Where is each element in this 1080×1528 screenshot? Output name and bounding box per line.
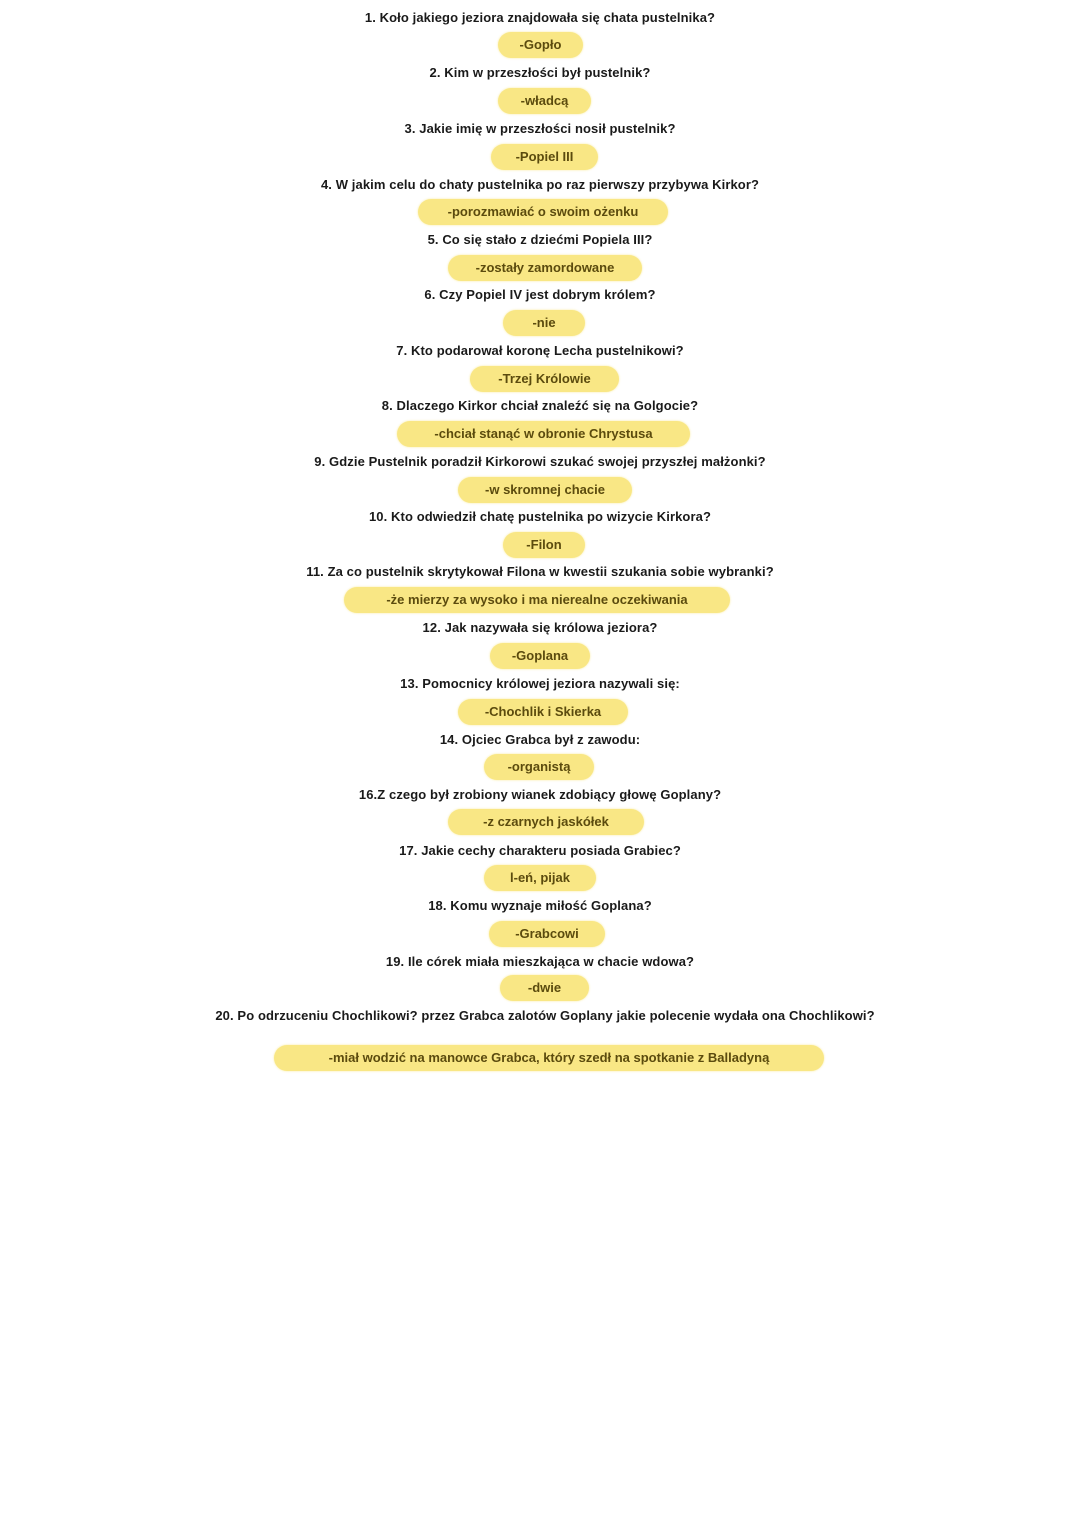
question-11: 11. Za co pustelnik skrytykował Filona w kwestii szukania sobie wybranki? [306, 564, 774, 579]
answer-8: -chciał stanąć w obronie Chrystusa [397, 421, 690, 447]
question-4: 4. W jakim celu do chaty pustelnika po raz pierwszy przybywa Kirkor? [320, 177, 760, 192]
question-18: 18. Komu wyznaje miłość Goplana? [428, 898, 652, 913]
question-9: 9. Gdzie Pustelnik poradził Kirkorowi szukać swojej przyszłej małżonki? [314, 454, 766, 469]
answer-9: -w skromnej chacie [458, 477, 632, 503]
answer-4: -porozmawiać o swoim ożenku [418, 199, 668, 225]
question-14: 14. Ojciec Grabca był z zawodu: [439, 732, 641, 747]
question-3: 3. Jakie imię w przeszłości nosił pustelnik? [404, 121, 676, 136]
question-17: 17. Jakie cechy charakteru posiada Grabiec? [399, 843, 681, 858]
answer-17: l-eń, pijak [484, 865, 596, 891]
answer-2: -władcą [498, 88, 591, 114]
answer-11: -że mierzy za wysoko i ma nierealne oczekiwania [344, 587, 730, 613]
answer-16: -z czarnych jaskółek [448, 809, 644, 835]
answer-5: -zostały zamordowane [448, 255, 642, 281]
answer-19: -dwie [500, 975, 589, 1001]
answer-6: -nie [503, 310, 585, 336]
answer-1: -Gopło [498, 32, 583, 58]
question-12: 12. Jak nazywała się królowa jeziora? [422, 620, 658, 635]
question-20: 20. Po odrzuceniu Chochlikowi? przez Grabca zalotów Goplany jakie polecenie wydała ona Chochlikowi? [215, 1008, 875, 1023]
answer-10: -Filon [503, 532, 585, 558]
answer-14: -organistą [484, 754, 594, 780]
question-10: 10. Kto odwiedził chatę pustelnika po wizycie Kirkora? [368, 509, 712, 524]
question-8: 8. Dlaczego Kirkor chciał znaleźć się na Golgocie? [381, 398, 699, 413]
question-1: 1. Koło jakiego jeziora znajdowała się chata pustelnika? [364, 10, 716, 25]
question-6: 6. Czy Popiel IV jest dobrym królem? [424, 287, 656, 302]
answer-20: -miał wodzić na manowce Grabca, który szedł na spotkanie z Balladyną [274, 1045, 824, 1071]
question-19: 19. Ile córek miała mieszkająca w chacie wdowa? [385, 954, 695, 969]
question-5: 5. Co się stało z dziećmi Popiela III? [427, 232, 653, 247]
question-2: 2. Kim w przeszłości był pustelnik? [429, 65, 651, 80]
answer-3: -Popiel III [491, 144, 598, 170]
answer-13: -Chochlik i Skierka [458, 699, 628, 725]
answer-12: -Goplana [490, 643, 590, 669]
question-7: 7. Kto podarował koronę Lecha pustelnikowi? [396, 343, 684, 358]
question-16: 16.Z czego był zrobiony wianek zdobiący głowę Goplany? [358, 787, 722, 802]
answer-7: -Trzej Królowie [470, 366, 619, 392]
answer-18: -Grabcowi [489, 921, 605, 947]
question-13: 13. Pomocnicy królowej jeziora nazywali się: [400, 676, 680, 691]
